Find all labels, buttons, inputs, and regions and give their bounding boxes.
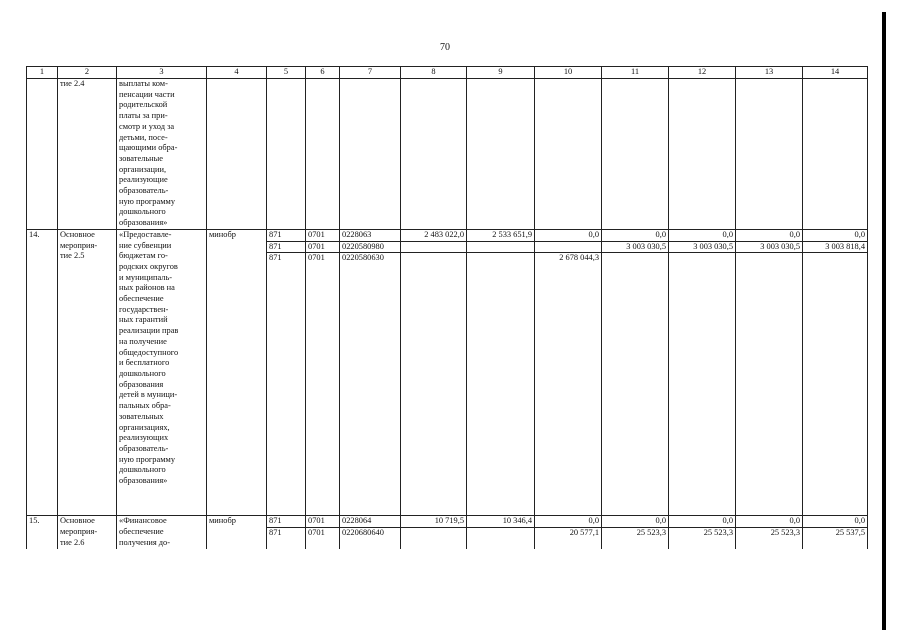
amount-cell (803, 253, 868, 516)
amount-cell: 0,0 (803, 516, 868, 528)
activity-description: «Предоставле- ние субвенции бюджетам го- родских округов и муниципаль- ных районов на обеспечение государствен- ных гарантий реализации прав на получение общедоступного и бесплатного дошкольного образования детей в муници- пальных обра- зовательных организациях, реализующих образователь- ную программу дошкольного образования» (117, 229, 207, 515)
row-number: 14. (27, 229, 58, 515)
header-row (27, 67, 868, 79)
amount-cell: 10 346,4 (467, 516, 535, 528)
activity-name: Основное мероприя- тие 2.5 (58, 229, 117, 515)
program-table (26, 66, 868, 549)
table-row (27, 229, 868, 241)
amount-cell: 0,0 (803, 229, 868, 241)
amount-cell: 3 003 030,5 (736, 241, 803, 253)
grbs-code: 871 (267, 229, 306, 241)
activity-description: выплаты ком- пенсации части родительской платы за при- смотр и уход за детьми, посе- щающими обра- зовательные организации, реализующие образователь- ную программу дошкольного образования» (117, 79, 207, 230)
amount-cell: 25 523,3 (669, 527, 736, 549)
amount-cell: 0,0 (669, 229, 736, 241)
amount-cell: 25 523,3 (736, 527, 803, 549)
amount-cell: 3 003 030,5 (669, 241, 736, 253)
amount-cell (467, 253, 535, 516)
header-cell: 11 (602, 67, 669, 79)
header-cell: 7 (340, 67, 401, 79)
section-code: 0701 (306, 229, 340, 241)
activity-name: тие 2.4 (58, 79, 117, 230)
amount-cell (467, 527, 535, 549)
section-code: 0701 (306, 516, 340, 528)
amount-cell: 0,0 (736, 229, 803, 241)
target-code: 0220580980 (340, 241, 401, 253)
grbs-code: 871 (267, 241, 306, 253)
grbs-code: 871 (267, 527, 306, 549)
header-cell: 4 (207, 67, 267, 79)
amount-cell: 25 537,5 (803, 527, 868, 549)
amount-cell (669, 253, 736, 516)
header-cell: 2 (58, 67, 117, 79)
section-code: 0701 (306, 253, 340, 516)
amount-cell: 25 523,3 (602, 527, 669, 549)
header-cell: 9 (467, 67, 535, 79)
table-row (27, 79, 868, 230)
amount-cell (535, 241, 602, 253)
amount-cell (467, 241, 535, 253)
header-cell: 5 (267, 67, 306, 79)
activity-name: Основное мероприя- тие 2.6 (58, 516, 117, 550)
target-code: 0220680640 (340, 527, 401, 549)
amount-cell: 0,0 (669, 516, 736, 528)
amount-cell (401, 241, 467, 253)
section-code: 0701 (306, 241, 340, 253)
target-code: 0220580630 (340, 253, 401, 516)
executor: минобр (207, 229, 267, 515)
amount-cell (736, 253, 803, 516)
amount-cell: 0,0 (535, 229, 602, 241)
amount-cell (401, 527, 467, 549)
amount-cell: 2 678 044,3 (535, 253, 602, 516)
grbs-code: 871 (267, 253, 306, 516)
amount-cell: 0,0 (602, 516, 669, 528)
header-cell: 6 (306, 67, 340, 79)
header-cell: 1 (27, 67, 58, 79)
row-number: 15. (27, 516, 58, 550)
amount-cell: 3 003 030,5 (602, 241, 669, 253)
grbs-code: 871 (267, 516, 306, 528)
header-cell: 3 (117, 67, 207, 79)
amount-cell: 2 483 022,0 (401, 229, 467, 241)
amount-cell: 0,0 (736, 516, 803, 528)
amount-cell: 0,0 (535, 516, 602, 528)
amount-cell (602, 253, 669, 516)
amount-cell: 0,0 (602, 229, 669, 241)
header-cell: 14 (803, 67, 868, 79)
header-cell: 12 (669, 67, 736, 79)
executor: минобр (207, 516, 267, 550)
activity-description: «Финансовое обеспечение получения до- (117, 516, 207, 550)
amount-cell: 20 577,1 (535, 527, 602, 549)
target-code: 0228063 (340, 229, 401, 241)
header-cell: 10 (535, 67, 602, 79)
header-cell: 8 (401, 67, 467, 79)
target-code: 0228064 (340, 516, 401, 528)
section-code: 0701 (306, 527, 340, 549)
amount-cell (401, 253, 467, 516)
amount-cell: 3 003 818,4 (803, 241, 868, 253)
scan-edge-bar (882, 12, 886, 630)
table-row (27, 516, 868, 528)
amount-cell: 2 533 651,9 (467, 229, 535, 241)
header-cell: 13 (736, 67, 803, 79)
amount-cell: 10 719,5 (401, 516, 467, 528)
page-number: 70 (440, 42, 450, 53)
